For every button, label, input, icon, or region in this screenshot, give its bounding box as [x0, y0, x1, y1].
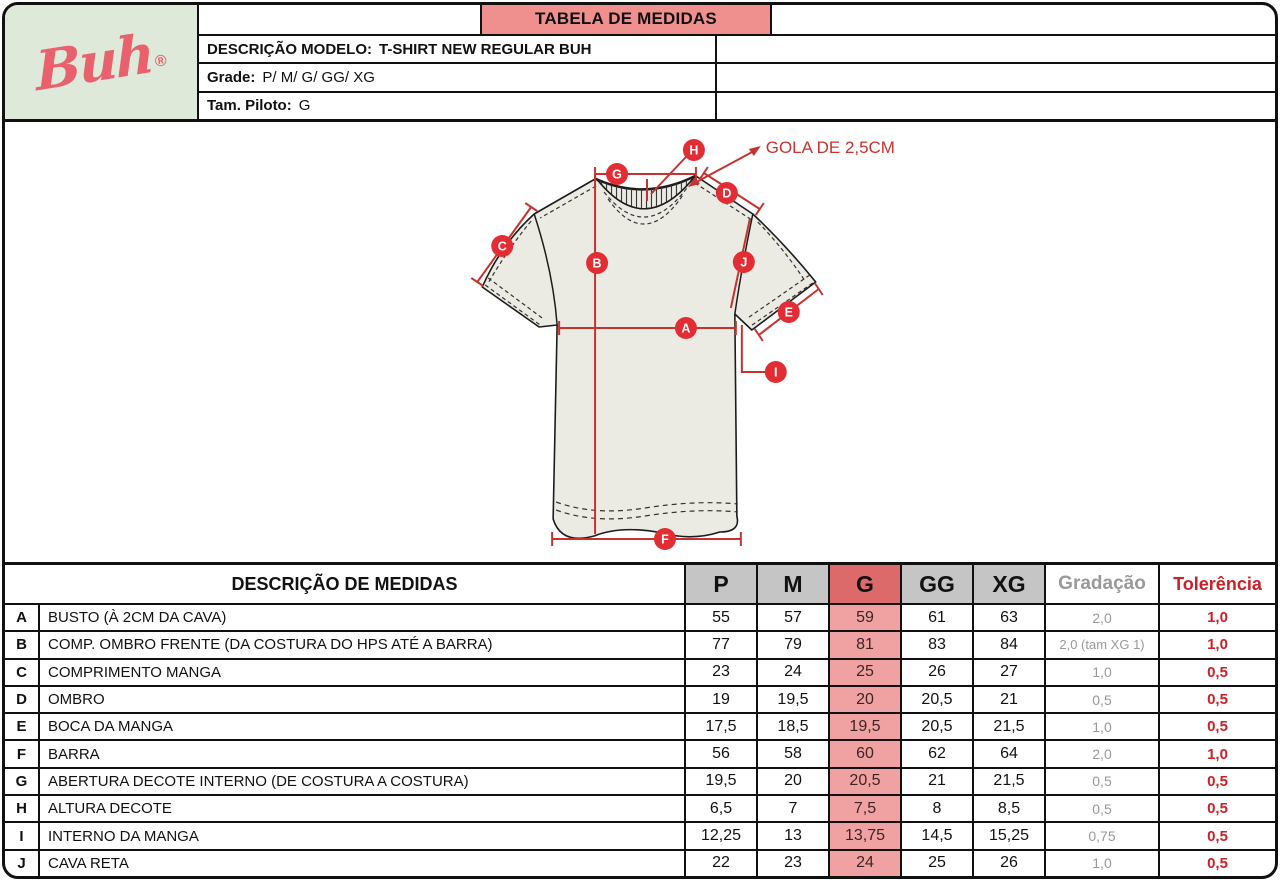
pilot-size-row [199, 93, 1275, 119]
value-p: 77 [686, 632, 758, 657]
value-p: 22 [686, 851, 758, 876]
value-m: 13 [758, 823, 830, 848]
row-description: INTERNO DA MANGA [40, 823, 686, 848]
value-p: 6,5 [686, 796, 758, 821]
value-gg: 83 [902, 632, 974, 657]
row-description: ABERTURA DECOTE INTERNO (DE COSTURA A COSTURA) [40, 769, 686, 794]
measure-row-h [5, 796, 1275, 823]
value-g: 7,5 [830, 796, 902, 821]
value-gradation: 0,5 [1046, 796, 1160, 821]
value-gg: 20,5 [902, 687, 974, 712]
value-g: 60 [830, 741, 902, 766]
sheet-header [5, 5, 1275, 122]
value-tolerance: 1,0 [1207, 745, 1228, 763]
value-m: 23 [758, 851, 830, 876]
marker-c [491, 235, 513, 257]
buh-logo [5, 5, 199, 119]
value-g: 24 [830, 851, 902, 876]
logo-text: Buh [34, 20, 155, 104]
value-gradation: 1,0 [1046, 851, 1160, 876]
row-letter: A [5, 605, 40, 630]
model-label: DESCRIÇÃO MODELO: [207, 40, 372, 58]
column-header-gradation: Gradação [1046, 565, 1160, 603]
header-fields [199, 5, 1275, 119]
column-header-tolerance: Tolerência [1173, 573, 1262, 594]
row-description: CAVA RETA [40, 851, 686, 876]
value-xg: 64 [974, 741, 1046, 766]
pilot-size-value: G [298, 97, 311, 115]
page-title: TABELA DE MEDIDAS [480, 4, 772, 34]
drawing-area [5, 122, 1275, 565]
row-description: OMBRO [40, 687, 686, 712]
value-xg: 15,25 [974, 823, 1046, 848]
row-letter: E [5, 714, 40, 739]
row-description: COMP. OMBRO FRENTE (DA COSTURA DO HPS ATÉ A BARRA) [40, 632, 686, 657]
column-header-size-gg: GG [902, 565, 974, 603]
row-description: COMPRIMENTO MANGA [40, 660, 686, 685]
value-gg: 25 [902, 851, 974, 876]
value-m: 57 [758, 605, 830, 630]
value-gg: 8 [902, 796, 974, 821]
measure-row-a [5, 605, 1275, 632]
value-m: 20 [758, 769, 830, 794]
svg-text:H: H [689, 143, 699, 158]
value-tolerance: 0,5 [1207, 718, 1228, 736]
value-g: 20 [830, 687, 902, 712]
value-tolerance: 0,5 [1207, 800, 1228, 818]
value-g: 13,75 [830, 823, 902, 848]
column-header-size-m: M [758, 565, 830, 603]
value-tolerance: 0,5 [1207, 827, 1228, 845]
value-xg: 63 [974, 605, 1046, 630]
registered-mark: ® [153, 52, 169, 71]
value-g: 20,5 [830, 769, 902, 794]
value-g: 59 [830, 605, 902, 630]
value-m: 18,5 [758, 714, 830, 739]
value-p: 23 [686, 660, 758, 685]
measurements-table [5, 565, 1275, 876]
value-p: 56 [686, 741, 758, 766]
value-g: 81 [830, 632, 902, 657]
value-tolerance: 1,0 [1207, 636, 1228, 654]
value-g: 19,5 [830, 714, 902, 739]
column-header-description: DESCRIÇÃO DE MEDIDAS [5, 565, 686, 603]
collar-annotation: GOLA DE 2,5CM [765, 137, 895, 158]
value-gradation: 0,5 [1046, 687, 1160, 712]
pilot-size-label: Tam. Piloto: [207, 97, 292, 115]
model-value: T-SHIRT NEW REGULAR BUH [379, 40, 592, 58]
row-description: BUSTO (À 2CM DA CAVA) [40, 605, 686, 630]
marker-i [765, 361, 787, 383]
value-p: 19 [686, 687, 758, 712]
measure-row-c [5, 660, 1275, 687]
row-letter: G [5, 769, 40, 794]
measure-row-i [5, 823, 1275, 850]
marker-e [778, 301, 800, 323]
svg-text:E: E [784, 305, 793, 320]
value-m: 19,5 [758, 687, 830, 712]
value-gradation: 1,0 [1046, 660, 1160, 685]
size-chart-sheet [2, 2, 1278, 879]
value-p: 19,5 [686, 769, 758, 794]
measure-row-d [5, 687, 1275, 714]
svg-text:I: I [774, 365, 778, 380]
value-xg: 21,5 [974, 714, 1046, 739]
value-gradation: 2,0 [1046, 605, 1160, 630]
value-g: 25 [830, 660, 902, 685]
value-xg: 27 [974, 660, 1046, 685]
table-header-row [5, 565, 1275, 605]
value-gradation: 2,0 [1046, 741, 1160, 766]
svg-text:C: C [497, 239, 507, 254]
svg-text:F: F [661, 532, 669, 547]
value-tolerance: 0,5 [1207, 772, 1228, 790]
marker-g [606, 163, 628, 185]
svg-text:B: B [592, 256, 602, 271]
value-gradation: 0,5 [1046, 769, 1160, 794]
value-m: 79 [758, 632, 830, 657]
value-gradation: 0,75 [1046, 823, 1160, 848]
value-gg: 62 [902, 741, 974, 766]
marker-h [683, 139, 705, 161]
column-header-size-p: P [686, 565, 758, 603]
grade-label: Grade: [207, 68, 256, 86]
row-description: ALTURA DECOTE [40, 796, 686, 821]
row-letter: C [5, 660, 40, 685]
measure-row-f [5, 741, 1275, 768]
value-gradation: 2,0 (tam XG 1) [1046, 632, 1160, 657]
value-xg: 84 [974, 632, 1046, 657]
marker-j [733, 251, 755, 273]
svg-text:J: J [740, 255, 748, 270]
title-row [199, 5, 1275, 36]
row-letter: B [5, 632, 40, 657]
measure-row-b [5, 632, 1275, 659]
value-xg: 8,5 [974, 796, 1046, 821]
svg-text:G: G [612, 167, 622, 182]
value-p: 17,5 [686, 714, 758, 739]
value-xg: 21 [974, 687, 1046, 712]
value-tolerance: 1,0 [1207, 609, 1228, 627]
pilot-empty-cell [717, 93, 1275, 119]
value-gg: 14,5 [902, 823, 974, 848]
value-xg: 21,5 [974, 769, 1046, 794]
value-p: 55 [686, 605, 758, 630]
row-letter: D [5, 687, 40, 712]
marker-d [716, 182, 738, 204]
grade-value: P/ M/ G/ GG/ XG [262, 68, 375, 86]
row-letter: J [5, 851, 40, 876]
value-tolerance: 0,5 [1207, 854, 1228, 872]
value-gg: 61 [902, 605, 974, 630]
row-description: BOCA DA MANGA [40, 714, 686, 739]
measure-row-j [5, 851, 1275, 876]
value-m: 7 [758, 796, 830, 821]
marker-a [675, 317, 697, 339]
value-gradation: 1,0 [1046, 714, 1160, 739]
grade-row [199, 64, 1275, 92]
row-letter: F [5, 741, 40, 766]
tshirt-technical-drawing [5, 122, 1275, 562]
measure-row-g [5, 769, 1275, 796]
measure-row-e [5, 714, 1275, 741]
value-tolerance: 0,5 [1207, 663, 1228, 681]
svg-text:A: A [681, 321, 691, 336]
marker-f [654, 528, 676, 550]
value-p: 12,25 [686, 823, 758, 848]
row-letter: I [5, 823, 40, 848]
value-xg: 26 [974, 851, 1046, 876]
model-row [199, 36, 1275, 64]
svg-text:D: D [722, 186, 732, 201]
row-letter: H [5, 796, 40, 821]
grade-empty-cell [717, 64, 1275, 90]
value-tolerance: 0,5 [1207, 691, 1228, 709]
tshirt-body [482, 176, 815, 538]
row-description: BARRA [40, 741, 686, 766]
column-header-size-g: G [830, 565, 902, 603]
value-gg: 20,5 [902, 714, 974, 739]
value-m: 58 [758, 741, 830, 766]
marker-b [586, 252, 608, 274]
value-gg: 21 [902, 769, 974, 794]
value-m: 24 [758, 660, 830, 685]
column-header-size-xg: XG [974, 565, 1046, 603]
value-gg: 26 [902, 660, 974, 685]
model-empty-cell [717, 36, 1275, 62]
